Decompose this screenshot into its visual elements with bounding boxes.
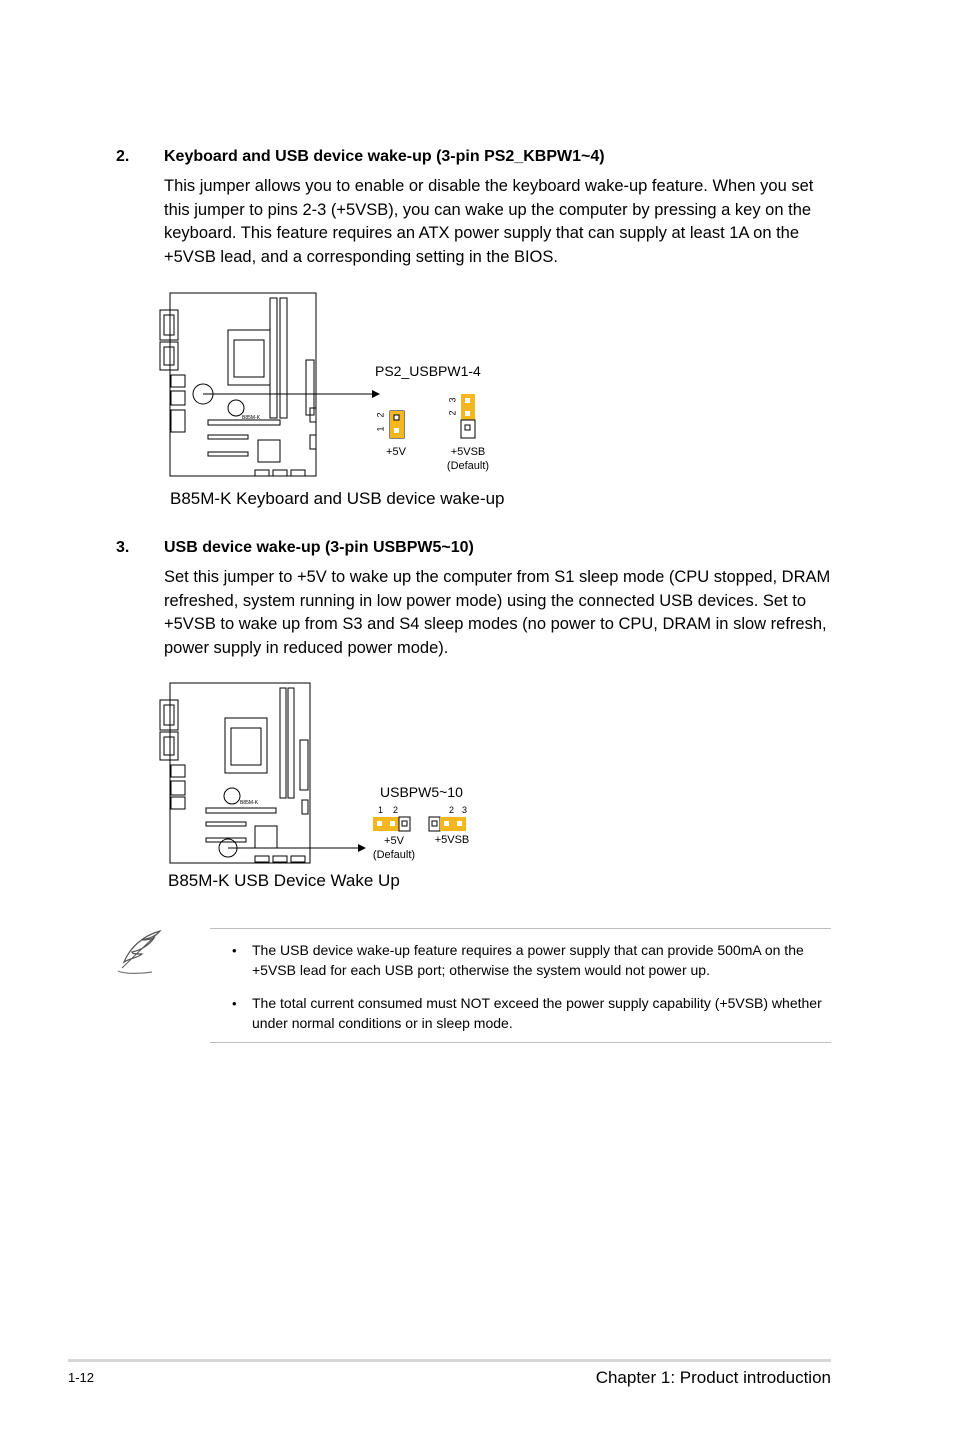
jumper-label: USBPW5~10: [380, 784, 463, 800]
note-bottom-rule: [210, 1042, 831, 1043]
option-right-label: +5VSB: [434, 834, 470, 846]
section-heading: USB device wake-up (3-pin USBPW5~10): [164, 539, 474, 556]
option-left-label: +5V: [386, 446, 406, 458]
section-number: 2.: [116, 148, 130, 165]
page-number: 1-12: [68, 1370, 95, 1385]
option-left-label: +5V: [384, 835, 404, 847]
pin-number: 3: [447, 397, 458, 403]
figure-caption: B85M-K Keyboard and USB device wake-up: [170, 489, 505, 508]
feather-pen-icon: [112, 928, 168, 976]
pin-number: 2: [393, 805, 399, 815]
pin-number: 2: [447, 410, 458, 416]
bullet: •: [232, 996, 237, 1011]
bullet: •: [232, 943, 237, 958]
pin-number: 1: [378, 805, 384, 815]
default-note: (Default): [372, 849, 416, 861]
board-label: B85M-K: [240, 800, 259, 806]
motherboard-diagram-2: [160, 680, 500, 880]
section-body: Set this jumper to +5V to wake up the computer from S1 sleep mode (CPU stopped, DRAM refreshed, system running in low power mode) using the connected USB devices. Set to +5VSB to wake up from S3 and S4 sleep modes (no power to CPU, DRAM in slow refresh, power supply in reduced power mode).: [164, 568, 831, 657]
footer-rule: [68, 1359, 831, 1362]
pin-number: 2: [449, 805, 455, 815]
option-right-label: +5VSB: [450, 446, 486, 458]
figure-caption: B85M-K USB Device Wake Up: [168, 871, 400, 890]
pin-number: 1: [375, 426, 386, 432]
pin-number: 2: [375, 412, 386, 418]
default-note: (Default): [446, 460, 490, 472]
board-label: B85M-K: [242, 415, 261, 421]
pin-number: 3: [462, 805, 468, 815]
section-body: This jumper allows you to enable or disable the keyboard wake-up feature. When you set this jumper to pins 2-3 (+5VSB), you can wake up the computer by pressing a key on the keyboard. This feature requires an ATX power supply that can supply at least 1A on the +5VSB lead, and a corresponding setting in the BIOS.: [164, 177, 814, 266]
note-bullet: The USB device wake-up feature requires a power supply that can provide 500mA on the +5VSB lead for each USB port; otherwise the system would not power up.: [252, 942, 804, 978]
section-number: 3.: [116, 539, 130, 556]
jumper-label: PS2_USBPW1-4: [375, 363, 481, 379]
chapter-title: Chapter 1: Product introduction: [595, 1368, 831, 1387]
note-bullet: The total current consumed must NOT exceed the power supply capability (+5VSB) whether under normal conditions or in sleep mode.: [252, 995, 822, 1031]
note-top-rule: [210, 928, 831, 929]
section-heading: Keyboard and USB device wake-up (3-pin PS2_KBPW1~4): [164, 148, 605, 165]
